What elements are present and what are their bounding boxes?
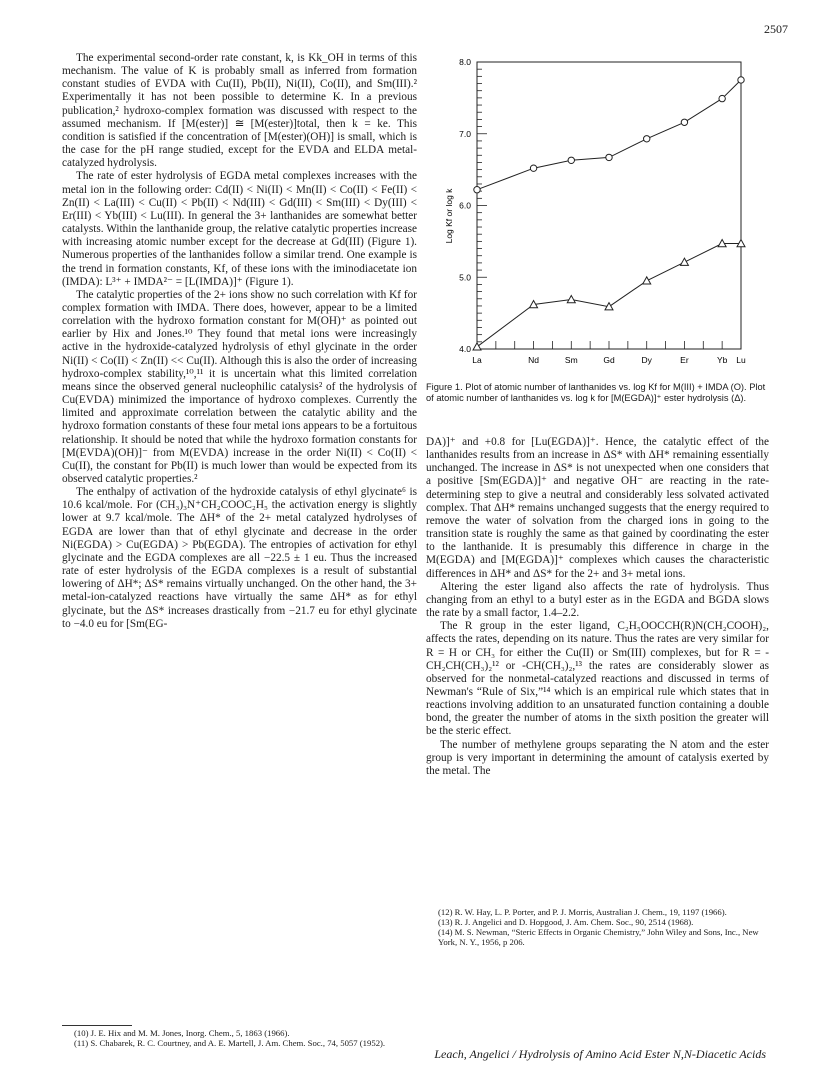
paragraph: The R group in the ester ligand, C₂H₅OOCCH(R)N(CH₂COOH)₂, affects the rates, depending on its nature. Thus the rates are very similar for R = H or CH₃ for either the Cu(II) or Sm(III) complexes, but for R = -CH₂CH(CH₃)₂¹² or -CH(CH₃)₂,¹³ the rates are considerably slower as observed for the nonmetal-catalyzed reactions and discussed in terms of Newman's “Rule of Six,”¹⁴ which is an empirical rule which states that in reactions involving addition to an unsaturated function containing a double bond, the greater the number of atoms in the sixth position the greater will be the steric effect. [426,620,769,738]
left-column [62,52,417,631]
right-column [426,436,769,778]
data-point-triangle [473,343,481,350]
paragraph: The number of methylene groups separating the N atom and the ester group is very important in determining the amount of catalysis exerted by the metal. The [426,738,769,777]
right-footnotes [426,907,769,947]
data-point-circle [606,154,612,160]
series-line [477,244,741,347]
x-tick-label: Dy [641,355,652,365]
series-line [477,80,741,190]
data-point-circle [568,157,574,163]
running-footer: Leach, Angelici / Hydrolysis of Amino Acid Ester N,N-Diacetic Acids [434,1047,766,1061]
x-tick-label: Nd [528,355,540,365]
figure-caption: Figure 1. Plot of atomic number of lanthanides vs. log Kf for M(III) + IMDA (O). Plot of atomic number of lanthanides vs. log k for [M(EGDA)]⁺ ester hydrolysis (Δ). [426,382,766,404]
footnote: (13) R. J. Angelici and D. Hopgood, J. Am. Chem. Soc., 90, 2514 (1968). [438,917,694,927]
chart [430,48,770,378]
figure-1 [430,48,770,378]
footnote-rule [62,1025,132,1026]
y-tick-label: 6.0 [459,200,471,211]
paragraph: DA)]⁺ and +0.8 for [Lu(EGDA)]⁺. Hence, the catalytic effect of the lanthanides results from an increase in ΔS* with ΔH* remaining essentially unchanged. The increase in ΔS* is not unexpected when one considers that a positive [Sm(EGDA)]⁺ and negative OH⁻ are reacting in the rate-determining step to give a neutral and considerably less solvated activated complex. That ΔH* remains unchanged suggests that the energy required to remove the water of solvation from the charged ions in going to the transition state is roughly the same as that gained by coordinating the ester to the lanthanide. It is presumably this difference in charge in the M(EGDA) and [M(EGDA)]⁺ complexes which causes the characteristic differences in ΔH* and ΔS* for the 2+ and 3+ metal ions. [426,436,769,580]
paragraph: The experimental second-order rate constant, k, is Kk_OH in terms of this mechanism. The value of K is probably small as inferred from formation constant studies of EVDA with Cu(II), Pb(II), Ni(II), Co(II), and Sm(III).² Experimentally it has not been possible to determine K. In a previous publication,² hydroxo-complex formation was discussed with respect to the assumed mechanism. If [M(ester)] ≅ [M(ester)]total, then k = ke. This condition is satisfied if the concentration of [M(ester)(OH)] is small, which is the case for the pH range studied, except for the EVDA and ELDA metal-catalyzed hydrolysis. [62,52,417,170]
paragraph: The rate of ester hydrolysis of EGDA metal complexes increases with the metal ion in the following order: Cd(II) < Ni(II) < Mn(II) < Co(II) < Fe(II) < Zn(II) < La(III) < Cu(II) < Pb(II) < Nd(III) < Gd(III) < Sm(III) < Dy(III) < Er(III) < Yb(III) < Lu(III). In general the 3+ lanthanides are somewhat better catalysts. Within the lanthanide group, the relative catalytic properties increase with increasing atomic number except for the decrease at Gd(III) (Figure 1). Numerous properties of the lanthanides follow a similar trend. One example is the trend in formation constants, Kf, of these ions with the iminodiacetate ion (IMDA): L³⁺ + IMDA²⁻ = [L(IMDA)]⁺ (Figure 1). [62,170,417,288]
footnote: (10) J. E. Hix and M. M. Jones, Inorg. Chem., 5, 1863 (1966). [74,1028,290,1038]
left-footnotes [62,1025,417,1048]
footnote: (12) R. W. Hay, L. P. Porter, and P. J. Morris, Australian J. Chem., 19, 1197 (1966). [438,907,727,917]
data-point-circle [719,95,725,101]
data-point-circle [738,77,744,83]
x-tick-label: Sm [564,355,578,365]
y-tick-label: 8.0 [459,57,471,67]
paragraph: The catalytic properties of the 2+ ions show no such correlation with Kf for complex formation with IMDA. There does, however, appear to be a limited correlation with the hydroxo formation constant for M(OH)⁺ as pointed out earlier by Hix and Jones.¹⁰ They found that metal ions were increasingly active in the hydroxide-catalyzed hydrolysis of ethyl glycinate in the order Ni(II) < Co(II) < Zn(II) << Cu(II). Although this is also the order of increasing hydroxo-complex stability,¹⁰,¹¹ it is uncertain what this limited correlation means since the observed general nucleophilic catalysis² of the hydrolysis of Cu(EVDA) minimized the importance of hydroxo complexes. Currently the limited and approximate correlation between the catalytic ability and the hydroxo formation constants of these four metal ions appears to be a fortuitous relationship. It should be noted that while the hydroxo formation constants for [M(EVDA)(OH)]⁻ from M(EVDA) increase in the order Ni(II) < Co(II) < Cu(II), the constant for Pb(II) is much lower than would be expected from its observed catalytic properties.² [62,288,417,485]
footnote: (11) S. Chabarek, R. C. Courtney, and A. E. Martell, J. Am. Chem. Soc., 74, 5057 (1952). [74,1038,386,1048]
page-number: 2507 [764,22,788,36]
data-point-triangle [567,295,575,302]
y-tick-label: 7.0 [459,128,471,139]
paragraph: The enthalpy of activation of the hydroxide catalysis of ethyl glycinate⁶ is 10.6 kcal/mole. For (CH₃)₃N⁺CH₂COOC₂H₅ the activation energy is slightly lower at 9.7 kcal/mole. The ΔH* of the 2+ metal catalyzed hydrolyses of EGDA are lower than that of ethyl glycinate and decrease in the order Ni(EGDA) > Cu(EGDA) > Pb(EGDA). The entropies of activation for ethyl glycinate and the EGDA complexes are all −22.5 ± 1 eu. Thus the increased rate of ester hydrolysis of the EGDA complexes is a result of substantial lowering of ΔH*; ΔS* remains virtually unchanged. On the other hand, the 3+ metal-ion-catalyzed reactions have virtually the same ΔH* as for ethyl glycinate, but the ΔS* increases drastically from −21.7 eu for ethyl glycinate to −4.0 eu for [Sm(EG- [62,486,417,630]
data-point-triangle [643,277,651,284]
data-point-circle [530,165,536,171]
x-tick-label: Gd [603,355,615,365]
x-tick-label: Er [680,355,689,365]
footnote: (14) M. S. Newman, “Steric Effects in Organic Chemistry,” John Wiley and Sons, Inc., New York, N. Y., 1956, p 206. [438,927,759,947]
paragraph: Altering the ester ligand also affects the rate of hydrolysis. Thus changing from an ethyl to a butyl ester as in the EGDA and BGDA slows the rate by a small factor, 1.4–2.2. [426,580,769,620]
x-tick-label: Lu [736,355,746,365]
y-tick-label: 4.0 [459,344,471,354]
data-point-triangle [680,258,688,265]
data-point-circle [644,136,650,142]
data-point-circle [474,187,480,193]
x-tick-label: La [472,355,482,365]
y-axis-label: Log Kf or log k [444,188,454,244]
x-tick-label: Yb [716,355,728,365]
y-tick-label: 5.0 [459,272,471,283]
data-point-circle [681,119,687,125]
